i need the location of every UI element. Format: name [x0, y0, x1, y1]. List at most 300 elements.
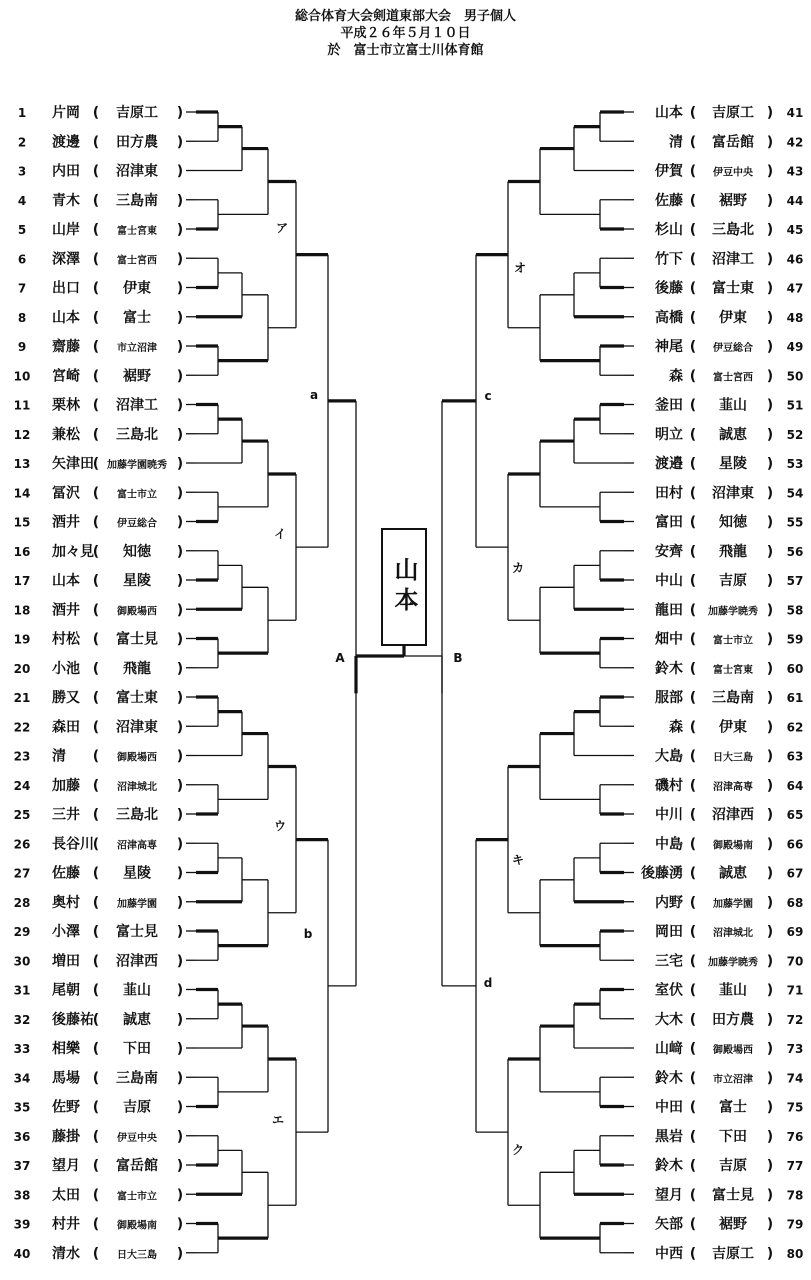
player-name: 宮崎 — [52, 368, 80, 385]
paren-open: ( — [92, 1070, 100, 1087]
school-name: 富士東 — [116, 690, 158, 706]
paren-close: ) — [176, 573, 184, 589]
school-name: 伊豆中央 — [713, 167, 753, 179]
paren-close: ) — [176, 105, 184, 121]
paren-close: ) — [766, 660, 774, 677]
entry-number: 68 — [786, 895, 804, 910]
paren-open: ( — [92, 309, 100, 326]
paren-close: ) — [766, 222, 774, 238]
paren-close: ) — [176, 748, 184, 765]
paren-open: ( — [92, 1128, 100, 1145]
paren-open: ( — [92, 397, 100, 414]
player-name: 中田 — [655, 1099, 683, 1116]
entry-list — [14, 104, 804, 1262]
paren-close: ) — [766, 836, 774, 853]
entry-number: 15 — [13, 515, 31, 530]
school-name: 吉原工 — [712, 105, 754, 121]
paren-open: ( — [92, 924, 100, 940]
paren-close: ) — [176, 1128, 184, 1145]
school-name: 三島南 — [116, 192, 158, 209]
paren-close: ) — [766, 807, 774, 823]
paren-open: ( — [689, 456, 697, 472]
player-name: 増田 — [52, 953, 80, 970]
paren-open: ( — [92, 105, 100, 121]
paren-open: ( — [689, 1158, 697, 1174]
entry-number: 77 — [786, 1159, 804, 1173]
entry-number: 70 — [786, 954, 804, 969]
player-name: 兼松 — [52, 426, 80, 443]
entry-number: 75 — [786, 1100, 804, 1115]
school-name: 三島南 — [712, 690, 754, 706]
entry-number: 65 — [786, 808, 804, 822]
player-name: 清 — [52, 748, 66, 765]
paren-close: ) — [176, 1070, 184, 1087]
block-label: キ — [511, 853, 525, 867]
player-name: 森田 — [52, 719, 80, 736]
entry-number: 54 — [786, 486, 804, 501]
school-name: 伊豆中央 — [117, 1132, 157, 1144]
paren-close: ) — [176, 836, 184, 853]
player-name: 酒井 — [52, 602, 80, 619]
paren-close: ) — [176, 222, 184, 238]
paren-close: ) — [766, 485, 774, 502]
paren-close: ) — [766, 397, 774, 414]
paren-close: ) — [176, 953, 184, 970]
paren-open: ( — [92, 192, 100, 209]
entry-number: 36 — [13, 1129, 31, 1144]
entry-number: 22 — [13, 720, 31, 735]
school-name: 沼津西 — [712, 807, 754, 823]
entry-number: 78 — [786, 1188, 804, 1203]
paren-close: ) — [766, 631, 774, 648]
paren-close: ) — [176, 426, 184, 443]
paren-close: ) — [176, 1216, 184, 1233]
entry-number: 58 — [786, 603, 804, 618]
paren-open: ( — [689, 807, 697, 823]
entry-number: 34 — [13, 1071, 31, 1086]
player-name: 山岸 — [52, 222, 80, 238]
paren-close: ) — [176, 777, 184, 794]
paren-close: ) — [176, 865, 184, 882]
entry-number: 66 — [786, 837, 804, 852]
entry-number: 11 — [13, 398, 31, 413]
player-name: 中川 — [655, 807, 683, 823]
player-name: 磯村 — [655, 777, 683, 794]
paren-open: ( — [689, 426, 697, 443]
paren-close: ) — [176, 485, 184, 502]
paren-close: ) — [766, 1158, 774, 1174]
player-name: 矢津田 — [52, 456, 94, 472]
entry-number: 73 — [786, 1042, 804, 1056]
entry-number: 18 — [13, 603, 31, 618]
paren-open: ( — [689, 1011, 697, 1028]
paren-close: ) — [176, 134, 184, 151]
player-name: 渡邉 — [655, 456, 683, 472]
school-name: 星陵 — [123, 573, 151, 589]
paren-open: ( — [689, 251, 697, 268]
player-name: 佐藤 — [52, 865, 80, 882]
entry-number: 47 — [786, 281, 804, 296]
paren-close: ) — [766, 865, 774, 882]
player-name: 村井 — [52, 1216, 80, 1233]
tournament-venue: 於 富士市立富士川体育館 — [327, 43, 484, 58]
paren-open: ( — [92, 748, 100, 765]
player-name: 深澤 — [52, 251, 80, 268]
block-label: イ — [273, 527, 287, 541]
paren-open: ( — [92, 1158, 100, 1174]
paren-open: ( — [689, 397, 697, 414]
paren-close: ) — [766, 134, 774, 151]
school-name: 飛龍 — [719, 543, 747, 560]
school-name: 日大三島 — [117, 1249, 157, 1261]
school-name: 御殿場西 — [713, 1045, 753, 1056]
entry-number: 1 — [17, 106, 27, 120]
paren-close: ) — [176, 397, 184, 414]
entry-number: 26 — [13, 837, 31, 852]
player-name: 加藤 — [52, 777, 80, 794]
school-name: 加藤学暁秀 — [708, 606, 758, 618]
player-name: 龍田 — [655, 602, 683, 619]
paren-close: ) — [176, 924, 184, 940]
paren-open: ( — [689, 134, 697, 151]
entry-number: 53 — [786, 457, 804, 471]
entry-number: 25 — [13, 808, 31, 822]
paren-close: ) — [766, 982, 774, 999]
entry-number: 14 — [13, 486, 31, 501]
paren-open: ( — [689, 865, 697, 882]
entry-number: 61 — [786, 691, 804, 705]
entry-number: 38 — [13, 1188, 31, 1203]
paren-open: ( — [689, 1245, 697, 1262]
player-name: 内野 — [655, 894, 683, 911]
paren-open: ( — [689, 1187, 697, 1204]
school-name: 沼津高専 — [117, 840, 157, 852]
entry-number: 20 — [13, 661, 31, 676]
player-name: 望月 — [52, 1158, 80, 1174]
entry-number: 9 — [17, 340, 27, 354]
entry-number: 28 — [13, 895, 31, 910]
school-name: 吉原 — [719, 573, 747, 589]
entry-number: 13 — [13, 457, 31, 471]
player-name: 中山 — [655, 573, 683, 589]
round-labels — [272, 221, 526, 1157]
school-name: 富士宮東 — [713, 664, 753, 676]
paren-open: ( — [92, 368, 100, 385]
paren-close: ) — [766, 777, 774, 794]
player-name: 鈴木 — [655, 1070, 683, 1087]
tournament-title: 総合体育大会剣道東部大会 男子個人 — [294, 9, 516, 24]
paren-close: ) — [176, 1245, 184, 1262]
school-name: 三島北 — [712, 222, 754, 238]
school-name: 富士見 — [116, 631, 158, 648]
paren-close: ) — [766, 953, 774, 970]
paren-open: ( — [689, 105, 697, 121]
paren-close: ) — [176, 456, 184, 472]
school-name: 加藤学園 — [713, 898, 753, 910]
school-name: 御殿場西 — [117, 752, 157, 764]
player-name: 伊賀 — [655, 163, 683, 180]
entry-number: 45 — [786, 223, 804, 237]
semi-label: d — [483, 976, 493, 990]
paren-open: ( — [689, 719, 697, 736]
paren-open: ( — [92, 631, 100, 648]
paren-open: ( — [92, 1011, 100, 1028]
paren-close: ) — [176, 163, 184, 180]
entry-number: 69 — [786, 925, 804, 939]
paren-open: ( — [92, 1187, 100, 1204]
paren-open: ( — [689, 777, 697, 794]
player-name: 畑中 — [655, 631, 683, 648]
entry-number: 67 — [786, 866, 804, 881]
entry-number: 24 — [13, 778, 31, 793]
entry-number: 48 — [786, 310, 804, 325]
paren-close: ) — [766, 192, 774, 209]
entry-number: 71 — [786, 983, 804, 998]
entry-number: 79 — [786, 1217, 804, 1232]
school-name: 御殿場西 — [117, 606, 157, 618]
paren-open: ( — [689, 1128, 697, 1145]
paren-close: ) — [766, 543, 774, 560]
school-name: 韮山 — [719, 982, 747, 999]
paren-close: ) — [176, 631, 184, 648]
school-name: 沼津東 — [712, 485, 754, 502]
block-label: ア — [275, 221, 289, 235]
player-name: 矢部 — [655, 1216, 683, 1233]
school-name: 下田 — [719, 1128, 747, 1145]
paren-close: ) — [176, 690, 184, 706]
paren-open: ( — [689, 1216, 697, 1233]
entry-number: 42 — [786, 135, 804, 150]
paren-open: ( — [92, 514, 100, 531]
block-label: エ — [271, 1113, 285, 1127]
paren-open: ( — [689, 660, 697, 677]
entry-number: 8 — [17, 310, 27, 325]
champion-box: 山本 — [381, 528, 427, 646]
player-name: 尾朝 — [52, 982, 80, 999]
player-name: 青木 — [52, 192, 80, 209]
school-name: 富士見 — [712, 1187, 754, 1204]
final-label-right: B — [453, 651, 463, 665]
entry-number: 63 — [786, 749, 804, 764]
player-name: 鈴木 — [655, 1158, 683, 1174]
entry-number: 43 — [786, 164, 804, 179]
school-name: 吉原工 — [116, 105, 158, 121]
entry-number: 76 — [786, 1129, 804, 1144]
semi-label: c — [484, 389, 492, 403]
paren-close: ) — [176, 339, 184, 355]
player-name: 奥村 — [52, 894, 80, 911]
school-name: 御殿場南 — [117, 1220, 157, 1232]
paren-close: ) — [176, 309, 184, 326]
paren-open: ( — [689, 368, 697, 385]
entry-number: 27 — [13, 866, 31, 881]
school-name: 吉原 — [719, 1158, 747, 1174]
paren-open: ( — [689, 1041, 697, 1057]
entry-number: 41 — [786, 106, 804, 120]
entry-number: 17 — [13, 574, 31, 588]
paren-open: ( — [689, 339, 697, 355]
player-name: 出口 — [52, 280, 80, 297]
school-name: 沼津東 — [116, 719, 158, 736]
entry-number: 30 — [13, 954, 31, 969]
paren-open: ( — [92, 280, 100, 297]
player-name: 神尾 — [655, 339, 683, 355]
paren-close: ) — [766, 1041, 774, 1057]
player-name: 加々見 — [52, 543, 94, 560]
player-name: 佐藤 — [655, 192, 683, 209]
paren-close: ) — [176, 192, 184, 209]
player-name: 勝又 — [52, 690, 80, 706]
entry-number: 62 — [786, 720, 804, 735]
paren-close: ) — [766, 719, 774, 736]
entry-number: 59 — [786, 632, 804, 647]
paren-close: ) — [176, 982, 184, 999]
entry-number: 64 — [786, 778, 804, 793]
entry-number: 55 — [786, 515, 804, 530]
player-name: 冨沢 — [52, 485, 80, 502]
paren-open: ( — [689, 309, 697, 326]
paren-close: ) — [176, 1099, 184, 1116]
paren-close: ) — [176, 251, 184, 268]
entry-number: 7 — [17, 281, 27, 296]
player-name: 太田 — [52, 1187, 80, 1204]
entry-number: 19 — [13, 632, 31, 647]
school-name: 富士市立 — [713, 635, 753, 647]
entry-number: 35 — [13, 1100, 31, 1115]
school-name: 市立沼津 — [713, 1074, 753, 1086]
paren-close: ) — [176, 660, 184, 677]
entry-number: 31 — [13, 983, 31, 998]
paren-open: ( — [92, 807, 100, 823]
paren-open: ( — [689, 192, 697, 209]
paren-open: ( — [92, 456, 100, 472]
player-name: 村松 — [52, 631, 80, 648]
paren-open: ( — [92, 134, 100, 151]
school-name: 韮山 — [719, 397, 747, 414]
entry-number: 4 — [17, 193, 27, 208]
paren-open: ( — [92, 894, 100, 911]
player-name: 山本 — [52, 573, 80, 589]
entry-number: 51 — [786, 398, 804, 413]
entry-number: 5 — [17, 223, 27, 237]
player-name: 大島 — [655, 748, 683, 765]
paren-open: ( — [689, 573, 697, 589]
player-name: 清 — [669, 134, 683, 151]
entry-number: 40 — [13, 1246, 31, 1261]
school-name: 伊東 — [719, 719, 747, 736]
school-name: 伊東 — [123, 280, 151, 297]
player-name: 大木 — [655, 1011, 683, 1028]
entry-number: 50 — [786, 369, 804, 384]
paren-close: ) — [176, 1011, 184, 1028]
school-name: 韮山 — [123, 982, 151, 999]
paren-open: ( — [689, 602, 697, 619]
school-name: 星陵 — [719, 456, 747, 472]
paren-open: ( — [92, 251, 100, 268]
player-name: 三宅 — [655, 953, 683, 970]
paren-open: ( — [689, 1070, 697, 1087]
paren-close: ) — [176, 1158, 184, 1174]
school-name: 加藤学暁秀 — [708, 957, 758, 969]
school-name: 富士東 — [712, 280, 754, 297]
paren-close: ) — [176, 1041, 184, 1057]
school-name: 富士市立 — [117, 489, 157, 501]
school-name: 市立沼津 — [117, 343, 157, 354]
school-name: 裾野 — [719, 1216, 747, 1233]
school-name: 田方農 — [712, 1011, 754, 1028]
paren-open: ( — [689, 690, 697, 706]
player-name: 後藤 — [655, 280, 683, 297]
school-name: 星陵 — [123, 865, 151, 882]
school-name: 吉原工 — [712, 1245, 754, 1262]
paren-open: ( — [92, 1245, 100, 1262]
player-name: 佐野 — [52, 1099, 80, 1116]
entry-number: 57 — [786, 574, 804, 588]
player-name: 清水 — [52, 1245, 80, 1262]
paren-open: ( — [92, 982, 100, 999]
entry-number: 33 — [13, 1042, 31, 1056]
paren-open: ( — [92, 719, 100, 736]
school-name: 沼津西 — [116, 953, 158, 970]
paren-close: ) — [176, 894, 184, 911]
school-name: 知徳 — [123, 543, 151, 560]
paren-close: ) — [176, 514, 184, 531]
school-name: 誠恵 — [123, 1011, 151, 1028]
entry-number: 29 — [13, 925, 31, 939]
player-name: 岡田 — [655, 924, 683, 940]
paren-close: ) — [176, 280, 184, 297]
player-name: 齋藤 — [52, 339, 80, 355]
player-name: 山本 — [52, 309, 80, 326]
school-name: 富士 — [123, 309, 151, 326]
school-name: 飛龍 — [123, 660, 151, 677]
paren-open: ( — [92, 602, 100, 619]
paren-open: ( — [689, 894, 697, 911]
player-name: 片岡 — [52, 105, 80, 121]
entry-number: 10 — [13, 369, 31, 384]
school-name: 沼津工 — [712, 251, 754, 268]
paren-open: ( — [92, 777, 100, 794]
paren-close: ) — [766, 426, 774, 443]
player-name: 高橋 — [655, 309, 683, 326]
paren-close: ) — [766, 690, 774, 706]
player-name: 三井 — [52, 807, 80, 823]
paren-close: ) — [766, 1245, 774, 1262]
player-name: 後藤湧 — [641, 865, 683, 882]
school-name: 沼津高専 — [713, 781, 753, 793]
paren-open: ( — [92, 1099, 100, 1116]
semi-label: a — [309, 388, 319, 402]
paren-close: ) — [766, 514, 774, 531]
school-name: 富士市立 — [117, 1191, 157, 1203]
paren-close: ) — [766, 163, 774, 180]
paren-close: ) — [176, 807, 184, 823]
block-label: ク — [511, 1143, 525, 1157]
paren-open: ( — [92, 339, 100, 355]
player-name: 相樂 — [52, 1041, 80, 1057]
school-name: 誠恵 — [719, 426, 747, 443]
player-name: 服部 — [655, 690, 683, 706]
paren-open: ( — [689, 953, 697, 970]
entry-number: 72 — [786, 1012, 804, 1027]
paren-close: ) — [176, 719, 184, 736]
paren-open: ( — [689, 924, 697, 940]
entry-number: 6 — [17, 252, 27, 267]
school-name: 御殿場南 — [713, 840, 753, 852]
school-name: 裾野 — [719, 192, 747, 209]
player-name: 森 — [669, 368, 683, 385]
paren-close: ) — [176, 543, 184, 560]
